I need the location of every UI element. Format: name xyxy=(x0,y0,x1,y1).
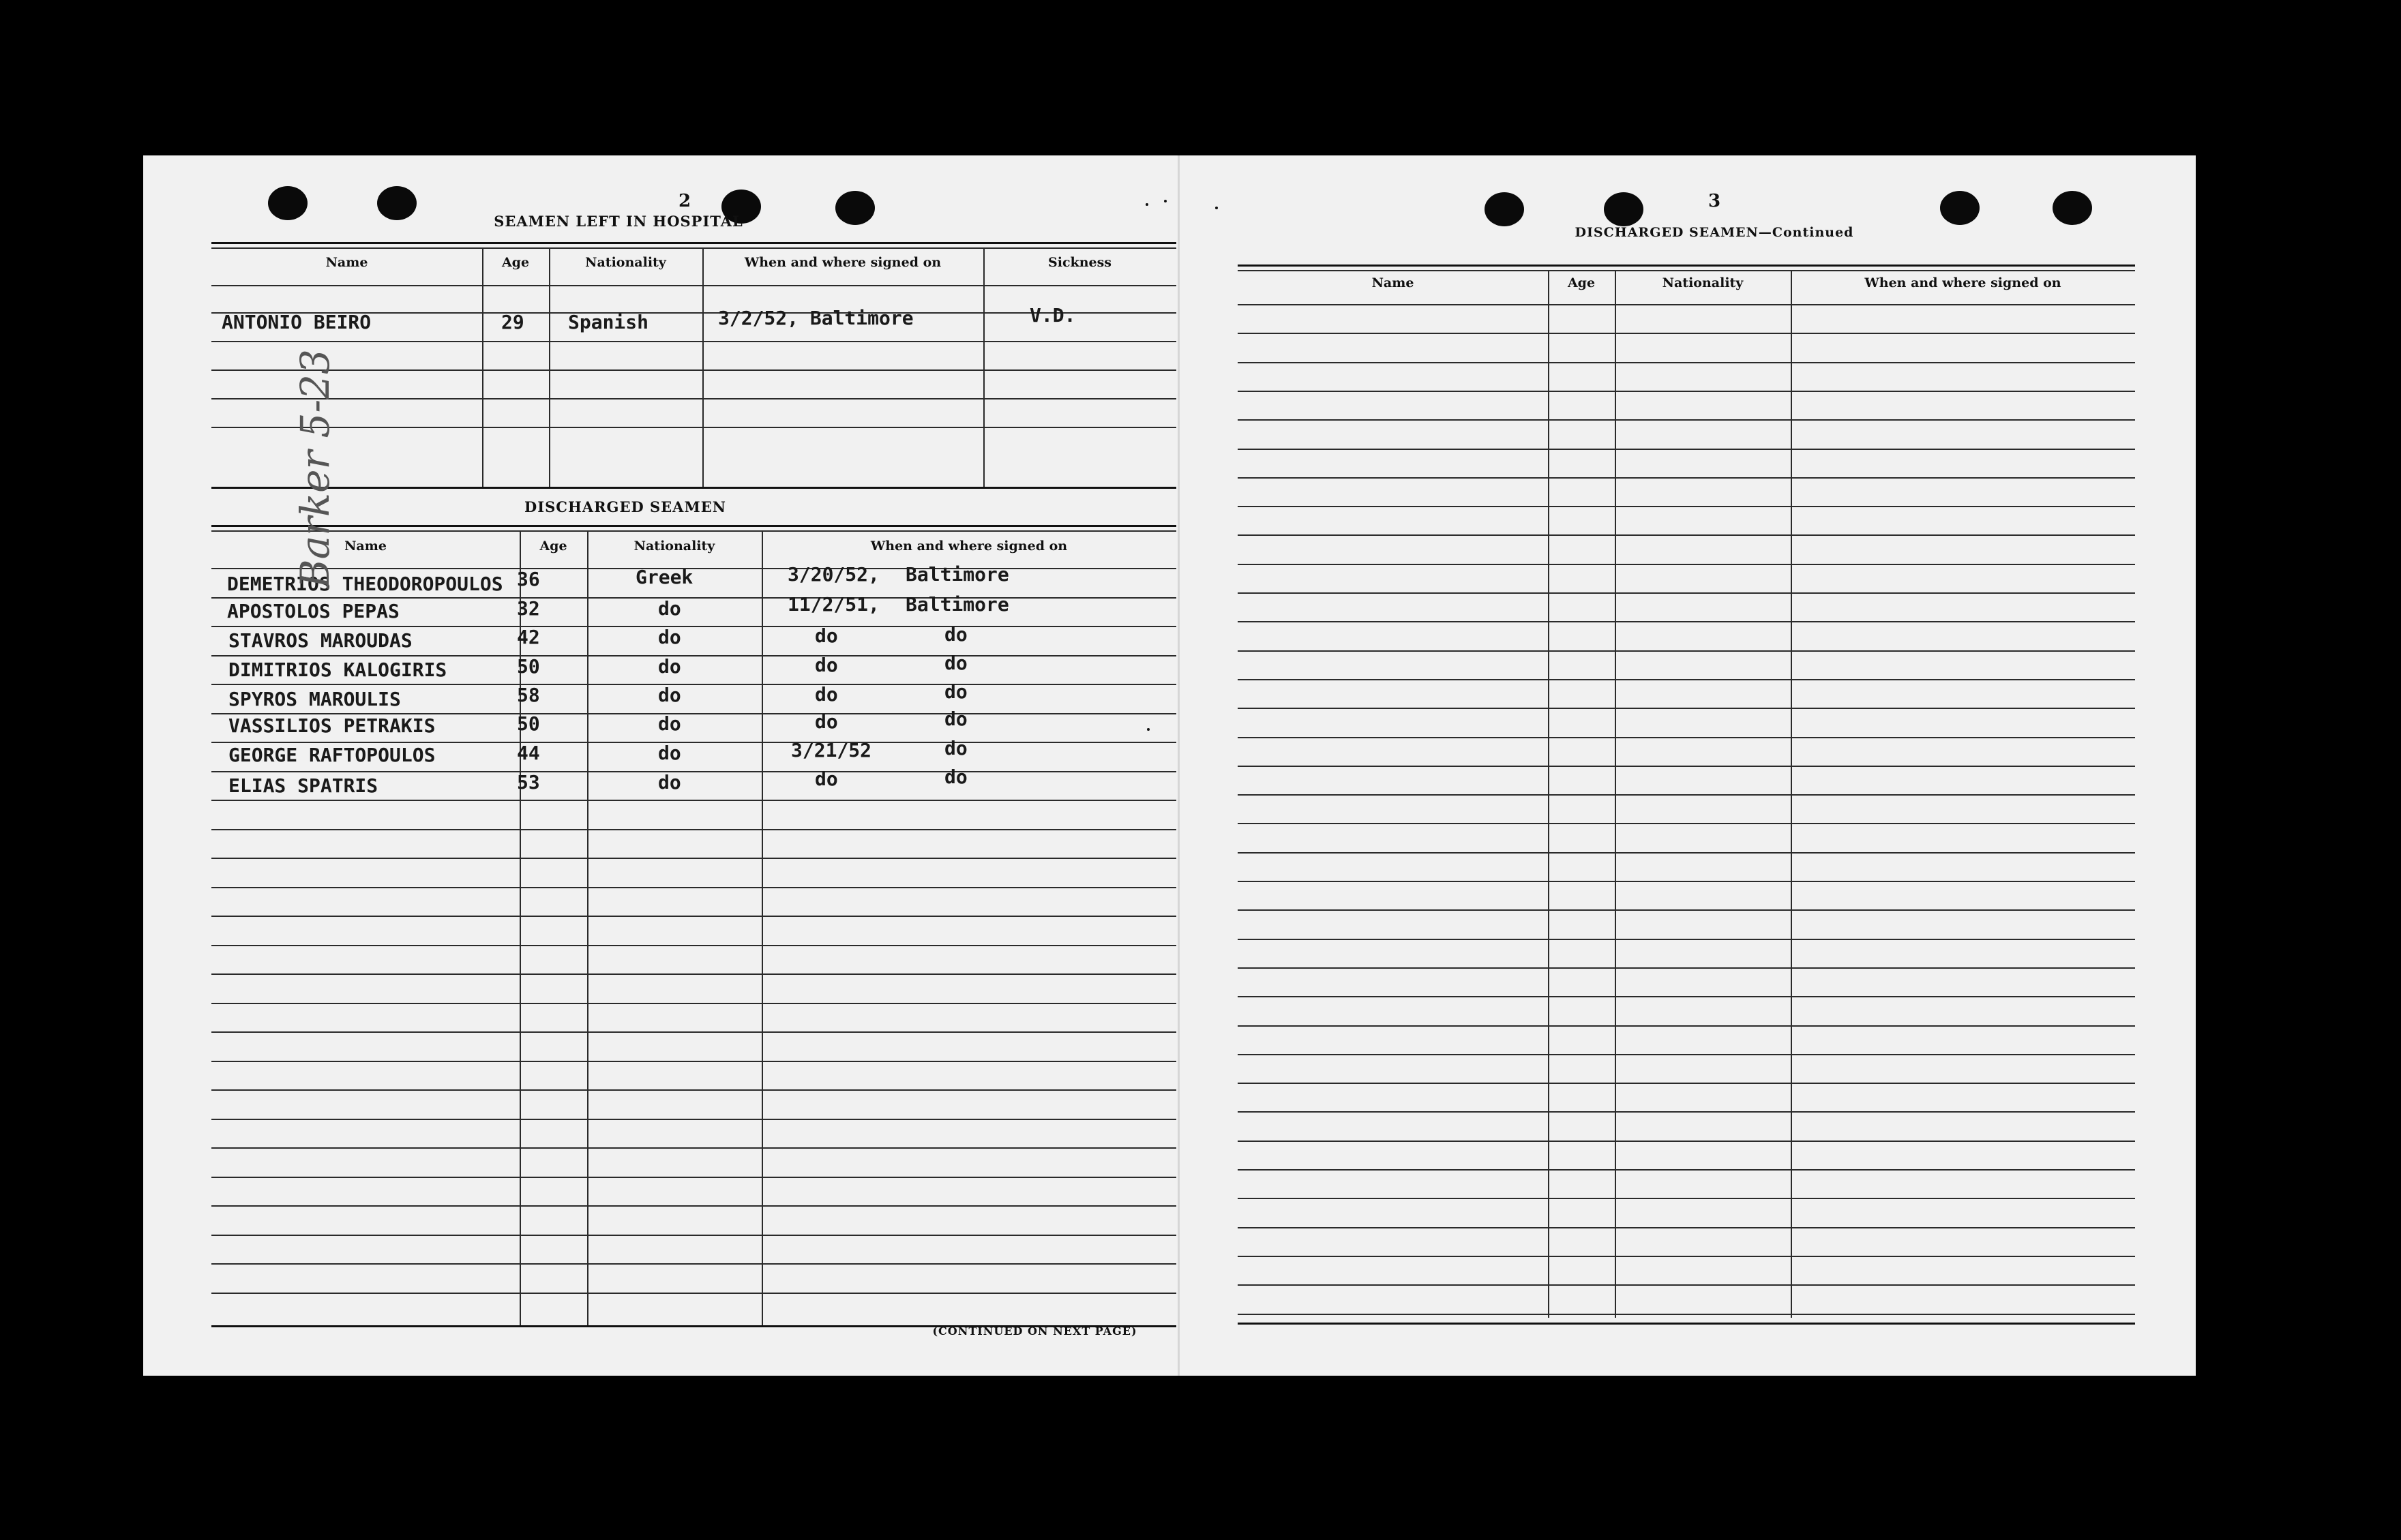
hospital-sickness: V.D. xyxy=(1030,304,1076,327)
ruled-line xyxy=(211,1061,1176,1062)
seaman-nationality: do xyxy=(658,626,681,648)
ruled-line xyxy=(1238,881,2135,882)
header-nationality: Nationality xyxy=(633,539,715,554)
seaman-place: do xyxy=(944,680,968,703)
punch-hole xyxy=(1940,191,1980,225)
ruled-line xyxy=(1238,852,2135,854)
continued-section-title: DISCHARGED SEAMEN—Continued xyxy=(1575,225,1854,240)
ruled-line xyxy=(1238,794,2135,796)
seaman-nationality: do xyxy=(658,771,681,794)
seaman-name: DEMETRIOS THEODOROPOULOS xyxy=(227,573,503,595)
ruled-line xyxy=(1238,564,2135,565)
header-name: Name xyxy=(1371,275,1414,290)
ruled-line xyxy=(1238,737,2135,738)
seaman-date: do xyxy=(815,624,838,647)
ruled-line xyxy=(1238,362,2135,363)
ruled-line xyxy=(1238,333,2135,334)
ruled-line xyxy=(1238,823,2135,824)
seaman-place: do xyxy=(944,652,968,674)
seaman-place: do xyxy=(944,623,968,646)
punch-hole xyxy=(377,186,417,220)
ruled-line xyxy=(211,568,1176,569)
seaman-age: 32 xyxy=(517,597,540,620)
ruled-line xyxy=(1238,708,2135,709)
header-signed-on: When and where signed on xyxy=(744,255,942,270)
seaman-date: 3/21/52 xyxy=(791,739,872,761)
ruled-line xyxy=(211,597,1176,599)
header-name: Name xyxy=(344,539,387,554)
ruled-line xyxy=(1238,391,2135,392)
ruled-line xyxy=(1238,996,2135,997)
ruled-line xyxy=(1238,1111,2135,1113)
hospital-nationality: Spanish xyxy=(568,311,649,333)
ruled-line xyxy=(1238,449,2135,450)
seaman-age: 50 xyxy=(517,655,540,678)
seaman-name: GEORGE RAFTOPOULOS xyxy=(228,744,436,766)
ruled-line xyxy=(1238,650,2135,652)
seaman-name: SPYROS MAROULIS xyxy=(228,688,401,710)
punch-hole xyxy=(1485,192,1524,226)
seaman-place: do xyxy=(944,737,968,759)
ruled-line xyxy=(1238,506,2135,507)
seaman-name: STAVROS MAROUDAS xyxy=(228,629,413,652)
seaman-date: do xyxy=(815,710,838,733)
header-signed-on: When and where signed on xyxy=(870,539,1068,554)
seaman-nationality: Greek xyxy=(636,566,694,588)
seaman-name: APOSTOLOS PEPAS xyxy=(227,600,400,622)
punch-hole xyxy=(268,186,308,220)
ruled-line xyxy=(211,684,1176,685)
ruled-line xyxy=(211,1293,1176,1294)
punch-hole xyxy=(835,191,875,225)
hospital-name: ANTONIO BEIRO xyxy=(222,311,372,333)
discharged-section-title: DISCHARGED SEAMEN xyxy=(524,498,726,515)
ruled-line xyxy=(1238,534,2135,536)
ruled-line xyxy=(1238,909,2135,911)
header-sickness: Sickness xyxy=(1048,255,1112,270)
ruled-line xyxy=(1238,679,2135,680)
seaman-name: ELIAS SPATRIS xyxy=(228,774,378,797)
seaman-date: do xyxy=(815,654,838,676)
punch-hole xyxy=(1604,192,1643,226)
ruled-line xyxy=(211,771,1176,772)
ruled-line xyxy=(211,1031,1176,1033)
seaman-nationality: do xyxy=(658,684,681,706)
page-number-left: 2 xyxy=(678,191,691,211)
ruled-line xyxy=(211,973,1176,975)
hospital-section-title: SEAMEN LEFT IN HOSPITAL xyxy=(494,213,743,230)
seaman-date: do xyxy=(815,768,838,790)
ruled-line xyxy=(1238,621,2135,622)
ruled-line xyxy=(1238,1141,2135,1142)
ruled-line xyxy=(1238,1314,2135,1315)
ruled-line xyxy=(211,1177,1176,1178)
continued-footer: (CONTINUED ON NEXT PAGE) xyxy=(932,1325,1137,1338)
ruled-line xyxy=(1238,1169,2135,1171)
header-age: Age xyxy=(1567,275,1596,290)
seaman-nationality: do xyxy=(658,597,681,620)
ruled-line xyxy=(211,800,1176,801)
ruled-line xyxy=(1238,1083,2135,1084)
seaman-place: do xyxy=(944,766,968,788)
hospital-signed-on: 3/2/52, Baltimore xyxy=(718,307,914,329)
ruled-line xyxy=(1238,477,2135,479)
ruled-line xyxy=(211,626,1176,627)
ruled-line xyxy=(211,1205,1176,1207)
seaman-date: 3/20/52, xyxy=(788,563,880,586)
header-nationality: Nationality xyxy=(1662,275,1744,290)
seaman-date: do xyxy=(815,683,838,706)
seaman-name: DIMITRIOS KALOGIRIS xyxy=(228,659,447,681)
ruled-line xyxy=(1238,766,2135,767)
seaman-age: 44 xyxy=(517,742,540,764)
seaman-age: 58 xyxy=(517,684,540,706)
header-signed-on: When and where signed on xyxy=(1864,275,2061,290)
header-age: Age xyxy=(501,255,530,270)
punch-hole xyxy=(2053,191,2092,225)
ruled-line xyxy=(211,1119,1176,1120)
seaman-place: Baltimore xyxy=(906,593,1009,616)
seaman-age: 36 xyxy=(517,568,540,590)
ruled-line xyxy=(211,829,1176,830)
ruled-line xyxy=(1238,592,2135,594)
seaman-place: do xyxy=(944,708,968,730)
ruled-line xyxy=(211,742,1176,743)
hospital-age: 29 xyxy=(501,311,524,333)
ruled-line xyxy=(1238,304,2135,305)
ruled-line xyxy=(1238,1227,2135,1228)
ruled-line xyxy=(1238,419,2135,421)
handwritten-margin-note: Barker 5-23 xyxy=(292,349,338,588)
ruled-line xyxy=(211,887,1176,888)
ruled-line xyxy=(1238,939,2135,940)
seaman-nationality: do xyxy=(658,655,681,678)
ruled-line xyxy=(1238,1198,2135,1199)
ruled-line xyxy=(1238,1256,2135,1257)
seaman-name: VASSILIOS PETRAKIS xyxy=(228,714,436,737)
header-nationality: Nationality xyxy=(585,255,666,270)
seaman-age: 53 xyxy=(517,771,540,794)
seaman-place: Baltimore xyxy=(906,563,1009,586)
page-number-right: 3 xyxy=(1707,191,1721,211)
ruled-line xyxy=(1238,1323,2135,1325)
ruled-line xyxy=(211,858,1176,859)
ruled-line xyxy=(211,1263,1176,1265)
header-name: Name xyxy=(325,255,368,270)
ruled-line xyxy=(211,1003,1176,1004)
ruled-line xyxy=(1238,967,2135,969)
page-fold xyxy=(1178,155,1180,1376)
ruled-line xyxy=(211,1089,1176,1091)
ruled-line xyxy=(211,1147,1176,1149)
seaman-date: 11/2/51, xyxy=(788,593,880,616)
ruled-line xyxy=(211,655,1176,656)
ruled-line xyxy=(1238,1054,2135,1055)
seaman-age: 42 xyxy=(517,626,540,648)
ruled-line xyxy=(1238,1284,2135,1286)
ruled-line xyxy=(211,1235,1176,1236)
document-sheet xyxy=(143,155,2196,1376)
header-age: Age xyxy=(539,539,567,554)
ruled-line xyxy=(1238,1025,2135,1027)
seaman-nationality: do xyxy=(658,712,681,735)
seaman-nationality: do xyxy=(658,742,681,764)
ruled-line xyxy=(211,945,1176,946)
ruled-line xyxy=(211,916,1176,917)
seaman-age: 50 xyxy=(517,712,540,735)
